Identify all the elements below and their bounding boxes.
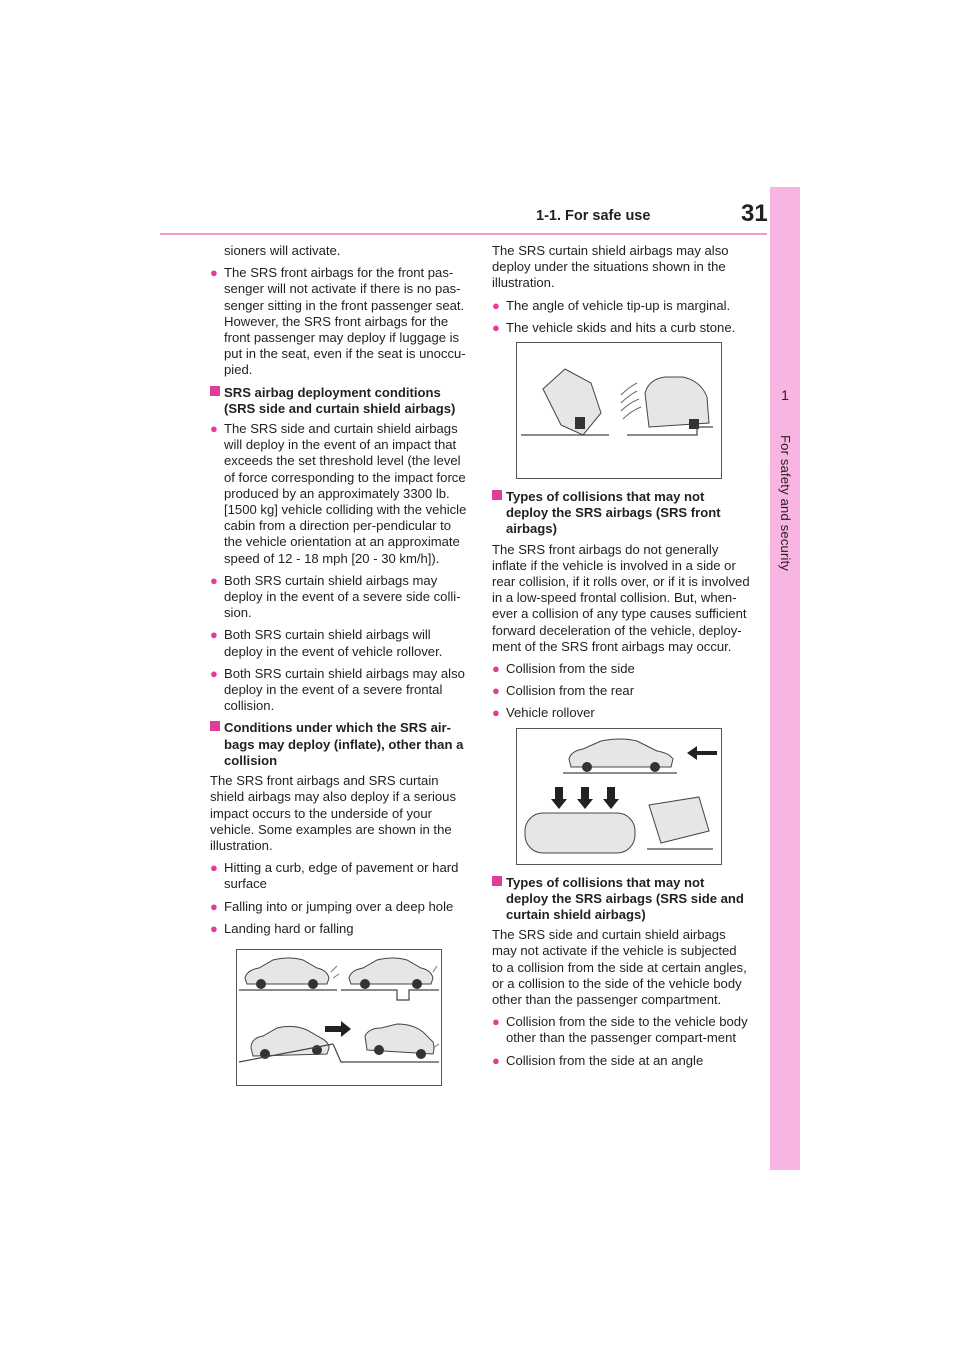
side-tab bbox=[770, 187, 800, 1170]
list-item: ● Landing hard or falling bbox=[210, 920, 354, 936]
list-item: ● Vehicle rollover bbox=[492, 705, 595, 721]
list-item: ● Both SRS curtain shield airbags may deploy in the event of a severe side colli-sion. bbox=[210, 572, 461, 621]
bullet-icon: ● bbox=[210, 860, 218, 876]
paragraph: The SRS curtain shield airbags may also deploy under the situations shown in the illustration. bbox=[492, 243, 729, 291]
page-number: 31 bbox=[741, 200, 768, 227]
bullet-icon: ● bbox=[210, 898, 218, 914]
tipup-skid-drawing bbox=[517, 343, 721, 478]
bullet-icon: ● bbox=[492, 1052, 500, 1068]
square-bullet-icon bbox=[210, 386, 220, 396]
bullet-icon: ● bbox=[210, 627, 218, 643]
square-bullet-icon bbox=[210, 721, 220, 731]
bullet-icon: ● bbox=[210, 665, 218, 681]
list-item: ● Collision from the side to the vehicle body other than the passenger compart-ment bbox=[492, 1014, 748, 1046]
list-item: ● The vehicle skids and hits a curb stone. bbox=[492, 319, 736, 335]
paragraph: The SRS front airbags and SRS curtain shield airbags may also deploy if a serious impact occurs to the underside of your vehicle. Some examples are shown in the illustration. bbox=[210, 773, 457, 853]
bullet-icon: ● bbox=[492, 319, 500, 335]
list-item: ● Both SRS curtain shield airbags will deploy in the event of vehicle rollover. bbox=[210, 627, 443, 659]
paragraph: The SRS side and curtain shield airbags may not activate if the vehicle is subjected to a collision from the side at certain angles, or a collision to the side of the vehicle body other than the passenger compartment. bbox=[492, 927, 747, 1008]
continued-text: sioners will activate. bbox=[224, 243, 341, 258]
section-heading: Types of collisions that may not deploy the SRS airbags (SRS front airbags) bbox=[492, 489, 750, 538]
square-bullet-icon bbox=[492, 876, 502, 886]
list-item: ● Both SRS curtain shield airbags may also deploy in the event of a severe frontal collision. bbox=[210, 665, 465, 714]
tipup-skid-illustration bbox=[516, 342, 722, 479]
bullet-icon: ● bbox=[210, 421, 218, 437]
list-item: ● Falling into or jumping over a deep hole bbox=[210, 898, 454, 914]
chapter-number: 1 bbox=[781, 387, 789, 403]
collision-types-illustration bbox=[516, 728, 722, 865]
list-item: ● The SRS front airbags for the front pas-senger will not activate if there is no pas-senger sitting in the front passenger seat. However, the SRS front airbags for the front passenger may deploy if luggage is put in the seat, even if the seat is unoccu-pied. bbox=[210, 265, 466, 378]
square-bullet-icon bbox=[492, 490, 502, 500]
chapter-label: For safety and security bbox=[778, 435, 793, 572]
collision-types-drawing bbox=[517, 729, 721, 864]
bullet-icon: ● bbox=[210, 265, 218, 281]
section-heading: SRS airbag deployment conditions (SRS side and curtain shield airbags) bbox=[210, 385, 468, 417]
list-item: ● Collision from the rear bbox=[492, 683, 635, 699]
left-column bbox=[210, 243, 468, 1096]
paragraph: The SRS front airbags do not generally inflate if the vehicle is involved in a side or rear collision, if it rolls over, or if it is involved in a low-speed frontal collision. But, when-ever a collision of any type causes sufficient forward deceleration of the vehicle, deploy-ment of the SRS front airbags may occur. bbox=[492, 541, 750, 654]
list-item: ● Hitting a curb, edge of pavement or hard surface bbox=[210, 860, 459, 892]
header-rule bbox=[160, 233, 767, 235]
list-item: ● The SRS side and curtain shield airbags will deploy in the event of an impact that exceeds the set threshold level (the level of force corresponding to the impact force produced by an approximately 3300 lb. [1500 kg] vehicle colliding with the vehicle cabin from a direction per-pendicular to the vehicle orientation at an approximate speed of 12 - 18 mph [20 - 30 km/h]). bbox=[210, 421, 467, 566]
bullet-icon: ● bbox=[210, 572, 218, 588]
bullet-icon: ● bbox=[492, 683, 500, 699]
bullet-icon: ● bbox=[492, 661, 500, 677]
bullet-icon: ● bbox=[492, 705, 500, 721]
bullet-icon: ● bbox=[492, 297, 500, 313]
list-item: ● The angle of vehicle tip-up is marginal. bbox=[492, 297, 731, 313]
underside-impact-illustration bbox=[236, 949, 442, 1086]
section-heading: Types of collisions that may not deploy the SRS airbags (SRS side and curtain shield airbags) bbox=[492, 875, 750, 924]
right-column bbox=[492, 243, 750, 1075]
section-heading: Conditions under which the SRS air-bags may deploy (inflate), other than a collision bbox=[210, 720, 468, 769]
underside-impact-drawing bbox=[237, 950, 441, 1085]
bullet-icon: ● bbox=[210, 920, 218, 936]
list-item: ● Collision from the side at an angle bbox=[492, 1052, 704, 1068]
list-item: ● Collision from the side bbox=[492, 661, 635, 677]
section-title: 1-1. For safe use bbox=[536, 208, 651, 224]
bullet-icon: ● bbox=[492, 1014, 500, 1030]
